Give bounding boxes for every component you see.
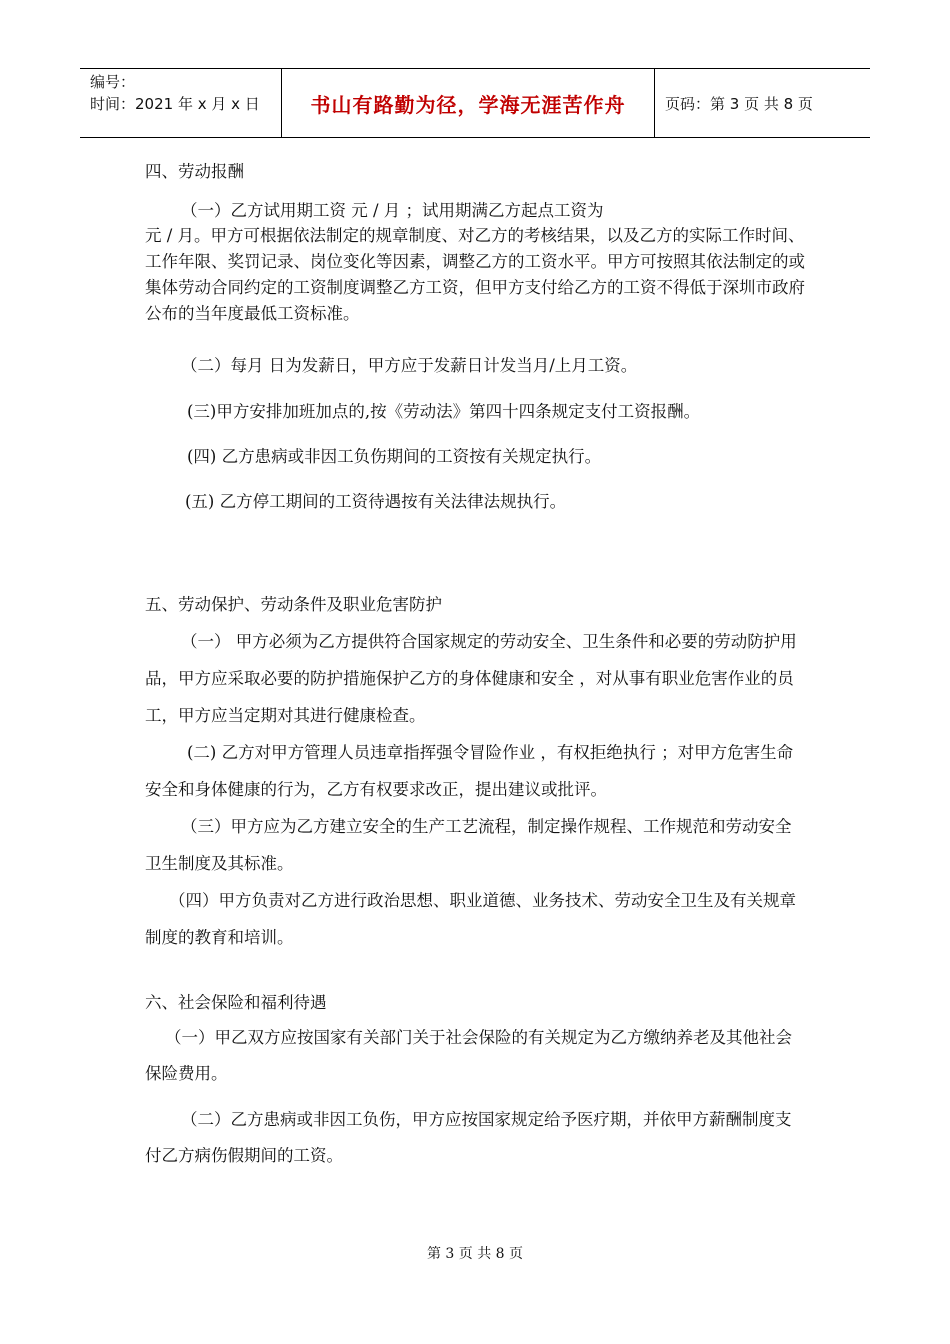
document-body [145,152,807,1174]
page-footer: 第 3 页 共 8 页 [426,1246,524,1262]
s4-p3: (三)甲方安排加班加点的,按《劳动法》第四十四条规定支付工资报酬。 [187,402,701,421]
section-6 [145,986,807,1174]
s6-p1: （一）甲乙双方应按国家有关部门关于社会保险的有关规定为乙方缴纳养老及其他社会保险费用。 [145,1028,792,1083]
s4-p1: （一）乙方试用期工资 元 / 月 ；试用期满乙方起点工资为 [181,201,604,220]
s5-p2: (二) 乙方对甲方管理人员违章指挥强令冒险作业 ，有权拒绝执行 ；对甲方危害生命安全和身体健康的行为，乙方有权要求改正，提出建议或批评。 [145,743,794,799]
number-label: 编号： [90,73,136,91]
header-motto: 书山有路勤为径，学海无涯苦作舟 [282,69,655,137]
header-page-label: 页码：第 3 页 共 8 页 [665,94,813,113]
s4-p1-cont: 元 / 月。甲方可根据依法制定的规章制度、对乙方的考核结果，以及乙方的实际工作时间、工作年限、奖罚记录、岗位变化等因素，调整乙方的工资水平。甲方可按照其依法制定的或集体劳动合同约定的工资制度调整乙方工资，但甲方支付给乙方的工资不得低于深圳市政府公布的当年度最低工资标准。 [145,226,805,323]
s4-p4: (四) 乙方患病或非因工负伤期间的工资按有关规定执行。 [187,447,602,466]
page-header [80,68,870,138]
section-4 [145,152,807,515]
section-4-title: 四、劳动报酬 [145,162,244,181]
s5-p4: （四）甲方负责对乙方进行政治思想、职业道德、业务技术、劳动安全卫生及有关规章制度的教育和培训。 [145,891,796,947]
header-meta [80,69,282,137]
section-5-title: 五、劳动保护、劳动条件及职业危害防护 [145,595,442,614]
s5-p3: （三）甲方应为乙方建立安全的生产工艺流程，制定操作规程、工作规范和劳动安全卫生制度及其标准。 [145,817,792,873]
s4-p5: (五) 乙方停工期间的工资待遇按有关法律法规执行。 [185,492,567,511]
time-label: 时间：2021 年 x 月 x 日 [90,95,260,113]
s6-p2: （二）乙方患病或非因工负伤，甲方应按国家规定给予医疗期，并依甲方薪酬制度支付乙方病伤假期间的工资。 [145,1110,792,1165]
s5-p1: （一） 甲方必须为乙方提供符合国家规定的劳动安全、卫生条件和必要的劳动防护用品，甲方应采取必要的防护措施保护乙方的身体健康和安全 ，对从事有职业危害作业的员工，甲方应当定期对其进行健康检查。 [145,632,797,725]
s4-p2: （二）每月 日为发薪日，甲方应于发薪日计发当月/上月工资。 [181,356,638,375]
section-5 [145,587,807,956]
section-6-title: 六、社会保险和福利待遇 [145,993,327,1012]
